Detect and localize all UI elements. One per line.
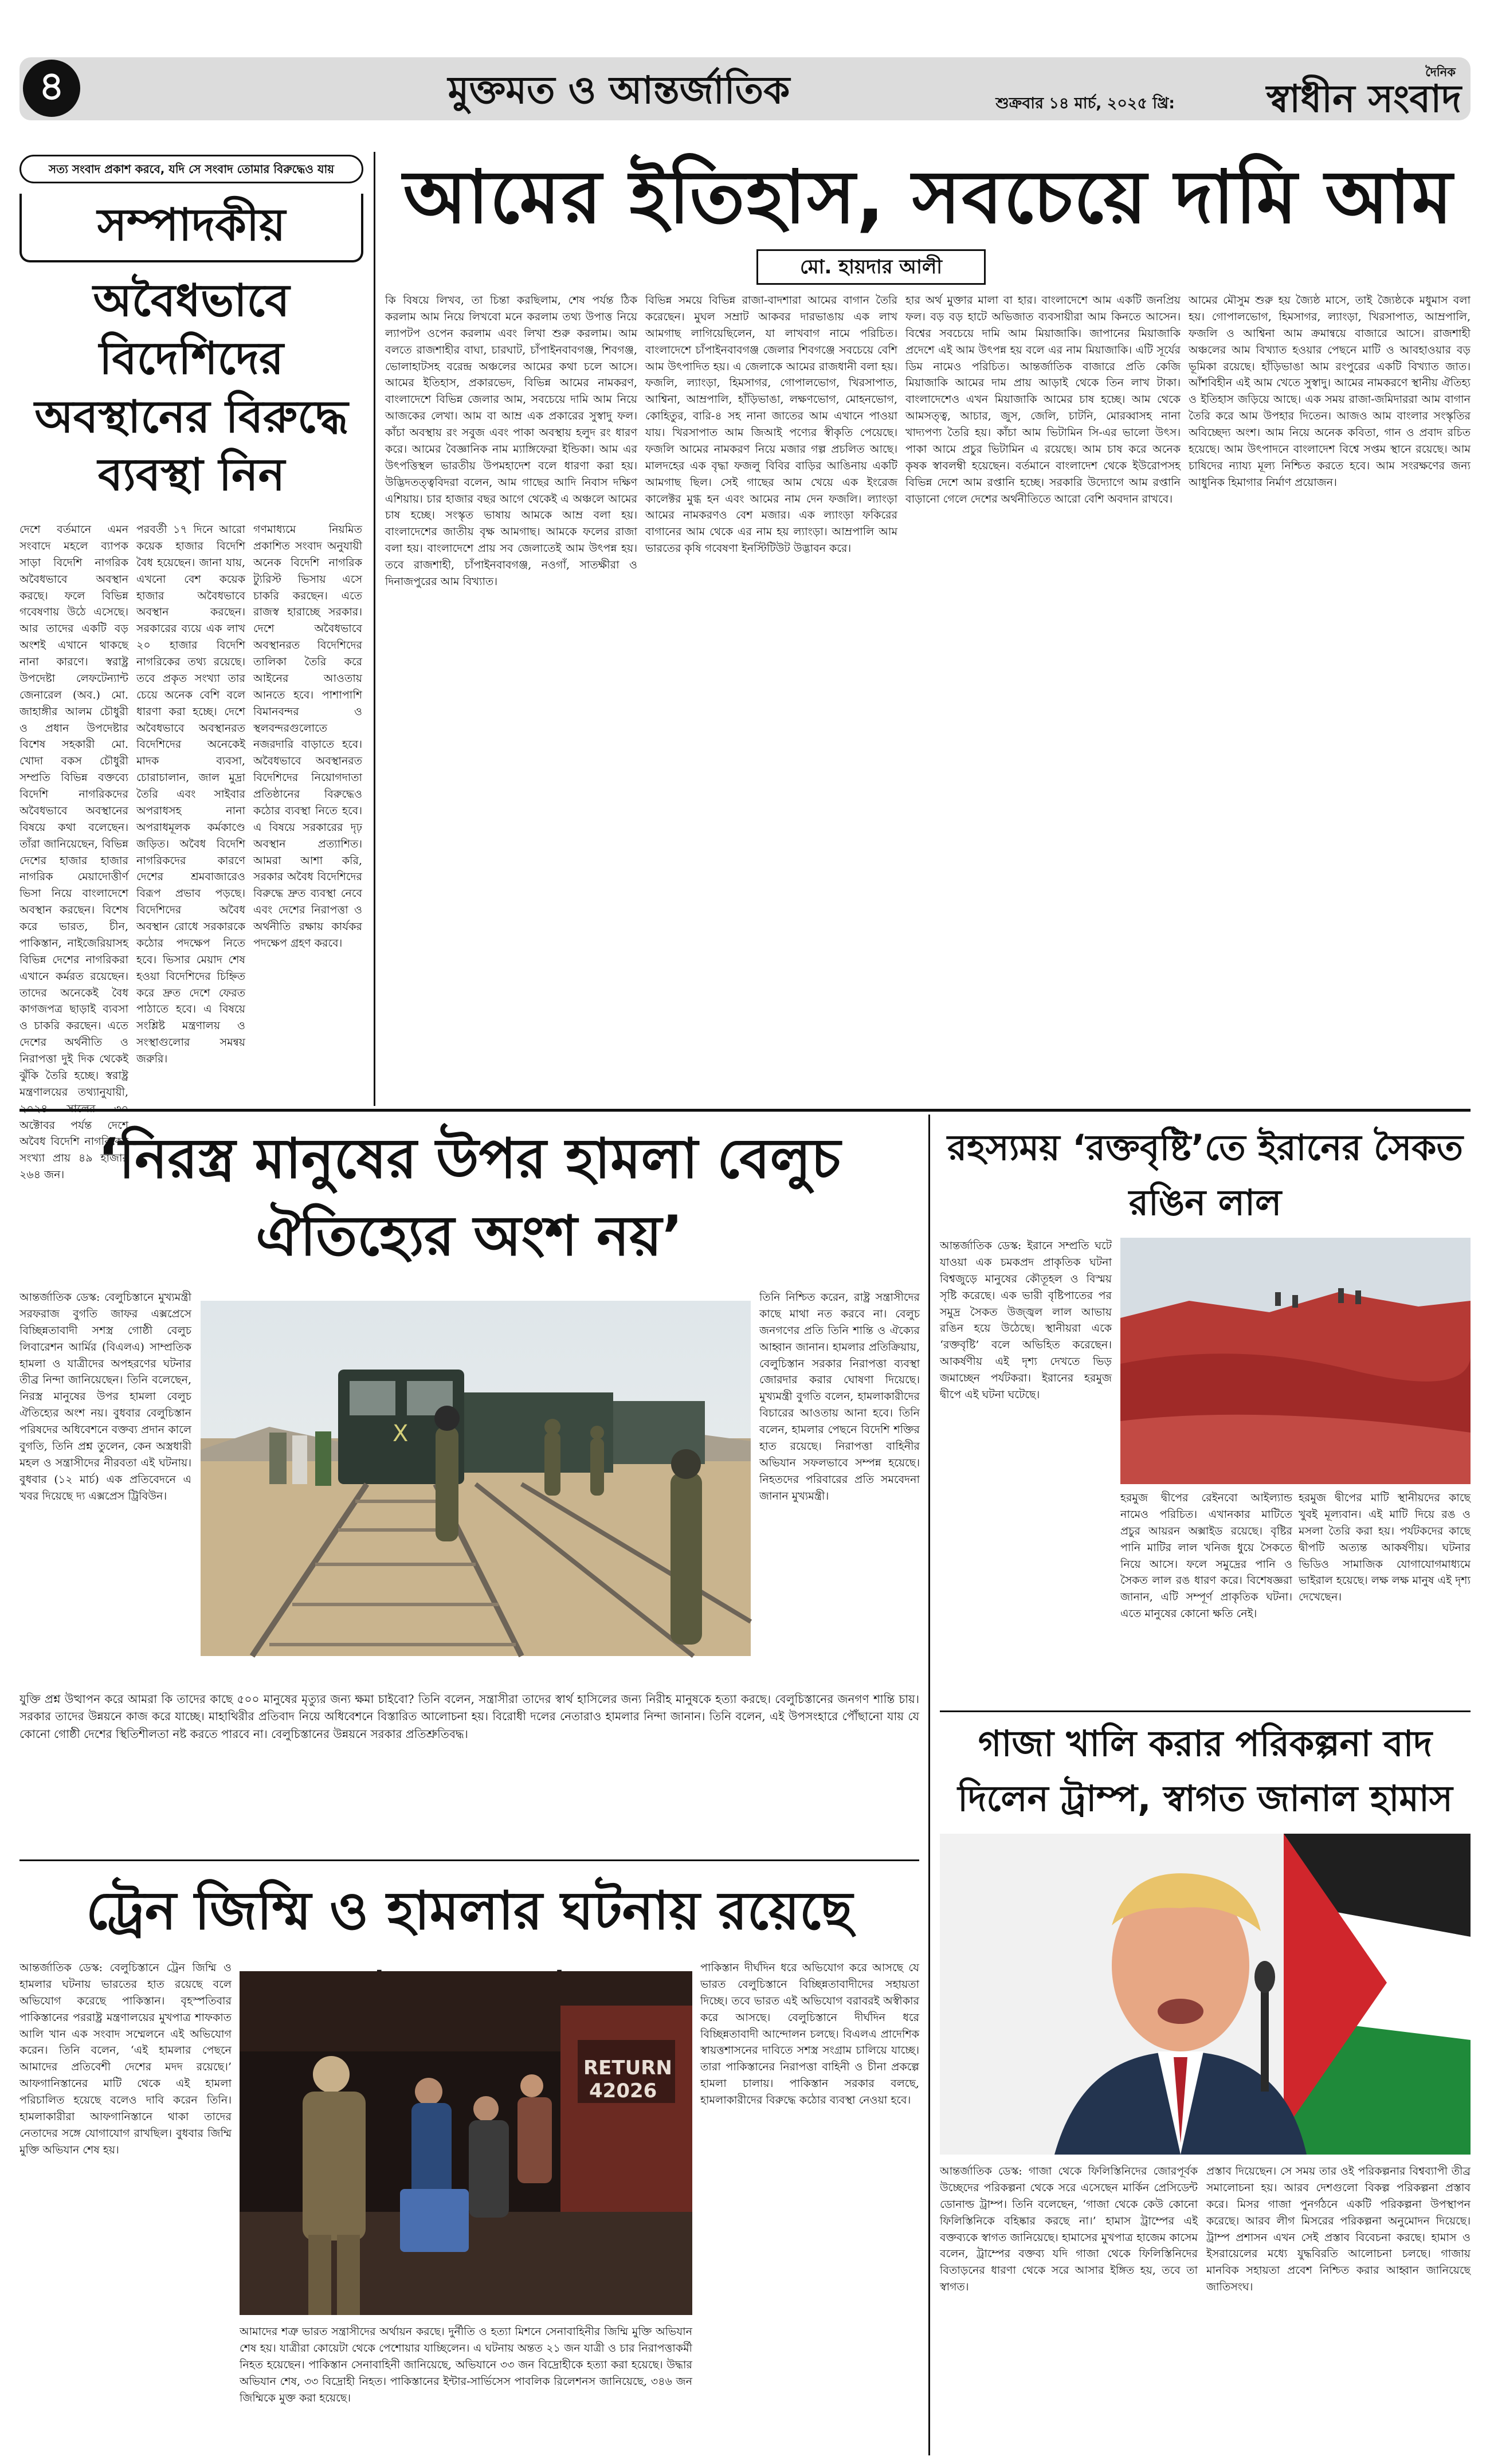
mango-column-2: বিভিন্ন সময়ে বিভিন্ন রাজা-বাদশারা আমের বাগান তৈরি করেছেন। মুঘল সম্রাট আকবর দারভাঙায় এক লাখ আমগাছ লাগিয়েছিলেন, যা লাখবাগ নামে পরিচিত। বাংলাদেশে চাঁপাইনবাবগঞ্জ জেলার শিবগঞ্জে সবচেয়ে বেশি আম উৎপাদিত হয়। এ জেলাকে আমের রাজধানী বলা হয়। ফজলি, ল্যাংড়া, হিমসাগর, গোপালভোগ, খিরসাপাত, আশ্বিনা, আম্রপালি, হাঁড়িভাঙা, লক্ষণভোগ, মোহনভোগ, কোহিতুর, বারি-৪ সহ নানা জাতের আম এখানে পাওয়া যায়। খিরসাপাত আম জিআই পণ্যের স্বীকৃতি পেয়েছে। ফজলি আমের নামকরণ নিয়ে মজার গল্প প্রচলিত আছে। মালদহের এক বৃদ্ধা ফজলু বিবির বাড়ির আঙিনায় একটি আমগাছ ছিল। সেই গাছের আম খেয়ে এক ইংরেজ কালেক্টর মুগ্ধ হন এবং আমের নাম দেন ফজলি। ল্যাংড়া আমের নামকরণও বেশ মজার। এক ল্যাংড়া ফকিরের বাগানের আম থেকে এর নাম হয় ল্যাংড়া। আম্রপালি আম ভারতের কৃষি গবেষণা ইনস্টিটিউট উদ্ভাবন করে। <box>645 294 897 555</box>
svg-text:X: X <box>393 1421 409 1447</box>
gaza-column-right: প্রস্তাব দিয়েছেন। সে সময় তার ওই পরিকল্পনার বিশ্বব্যাপী তীব্র সমালোচনা হয়। আরব দেশগুলো বিকল্প পরিকল্পনা প্রস্তাব করে। মিসর গাজা পুনর্গঠনে একটি পরিকল্পনা উপস্থাপন করেছে। আরব লীগ মিসরের পরিকল্পনা অনুমোদন দিয়েছে। ট্রাম্প প্রশাসন এখন সেই প্রস্তাব বিবেচনা করছে। হামাস ও ইসরায়েলের মধ্যে যুদ্ধবিরতি আলোচনা চলছে। গাজায় মানবিক সহায়তা প্রবেশ নিশ্চিত করার আহ্বান জানিয়েছে জাতিসংঘ। <box>1206 2165 1471 2294</box>
soldiers-railway-photo <box>201 1301 751 1656</box>
column-divider <box>374 152 375 1106</box>
editorial-label: সম্পাদকীয় <box>19 194 363 262</box>
iran-headline: রহস্যময় ‘রক্তবৃষ্টি’তে ইরানের সৈকত রঙিন লাল <box>947 1127 1464 1223</box>
section-title: মুক্তমত ও আন্তর্জাতিক <box>448 68 790 112</box>
brand-prefix: দৈনিক <box>1425 65 1456 79</box>
gaza-headline: গাজা খালি করার পরিকল্পনা বাদ দিলেন ট্রাম্প, স্বাগত জানাল হামাস <box>958 1723 1453 1819</box>
train-column-left: আন্তর্জাতিক ডেস্ক: বেলুচিস্তানে ট্রেন জিম্মি ও হামলার ঘটনায় ভারতের হাত রয়েছে বলে অভিযোগ করেছে পাকিস্তান। বৃহস্পতিবার পাকিস্তানের পররাষ্ট্র মন্ত্রণালয়ের মুখপাত্র শাফকাত আলি খান এক সংবাদ সম্মেলনে এই অভিযোগ করেন। তিনি বলেন, ‘এই হামলার পেছনে আমাদের প্রতিবেশী দেশের মদদ রয়েছে।’ আফগানিস্তানের মাটি থেকে এই হামলা পরিচালিত হয়েছে বলেও দাবি করেন তিনি। হামলাকারীরা আফগানিস্তানে থাকা তাদের নেতাদের সঙ্গে যোগাযোগ রাখছিল। বুধবার জিম্মি মুক্তি অভিযান শেষ হয়। <box>19 1961 232 2156</box>
svg-text:RETURN: RETURN <box>583 2057 672 2080</box>
baloch-column-bottom: যুক্তি প্রশ্ন উত্থাপন করে আমরা কি তাদের কাছে ৫০০ মানুষের মৃত্যুর জন্য ক্ষমা চাইবো? তিনি বলেন, সন্ত্রাসীরা তাদের স্বার্থ হাসিলের জন্য নিরীহ মানুষকে হত্যা করছে। বেলুচিস্তানের জনগণ শান্তি চায়। সরকার তাদের উন্নয়নে কাজ করে যাচ্ছে। মাহাথিরীর প্রতিবাদ নিয়ে অধিবেশনে বিস্তারিত আলোচনা হয়। বিরোধী দলের নেতারাও হামলার নিন্দা জানান। তিনি বলেন, এই উপসংহারে পৌঁছানো যায় যে কোনো গোষ্ঠী দেশের স্থিতিশীলতা নষ্ট করতে পারবে না। বেলুচিস্তানের উন্নয়নে সরকার প্রতিশ্রুতিবদ্ধ। <box>19 1692 919 1741</box>
mango-headline: আমের ইতিহাস, সবচেয়ে দামি আম <box>403 155 1454 240</box>
editorial-headline: অবৈধভাবে বিদেশিদের অবস্থানের বিরুদ্ধে ব্যবস্থা নিন <box>34 275 348 501</box>
column-divider <box>928 1115 930 2455</box>
baloch-column-right: তিনি নিশ্চিত করেন, রাষ্ট্র সন্ত্রাসীদের কাছে মাথা নত করবে না। বেলুচ জনগণের প্রতি তিনি শান্তি ও ঐক্যের আহ্বান জানান। হামলার প্রতিক্রিয়ায়, বেলুচিস্তান সরকার নিরাপত্তা ব্যবস্থা জোরদার করার ঘোষণা দিয়েছে। মুখ্যমন্ত্রী বুগতি বলেন, হামলাকারীদের বিচারের আওতায় আনা হবে। তিনি বলেন, হামলার পেছনে বিদেশি শক্তির হাত রয়েছে। নিরাপত্তা বাহিনীর অভিযান সফলভাবে সম্পন্ন হয়েছে। নিহতদের পরিবারের প্রতি সমবেদনা জানান মুখ্যমন্ত্রী। <box>759 1291 920 1502</box>
editorial-column-1: দেশে বর্তমানে এমন সংবাদে মহলে ব্যাপক সাড়া বিদেশি নাগরিক অবৈধভাবে অবস্থান করছে। ফলে বিভিন্ন গবেষণায় উঠে এসেছে। আর তাদের একটি বড় অংশই এখানে থাকছে নানা কারণে। স্বরাষ্ট্র উপদেষ্টা লেফটেন্যান্ট জেনারেল (অব.) মো. জাহাঙ্গীর আলম চৌধুরী ও প্রধান উপদেষ্টার বিশেষ সহকারী মো. খোদা বকস চৌধুরী সম্প্রতি বিভিন্ন বক্তব্যে বিদেশি নাগরিকদের অবৈধভাবে অবস্থানের বিষয়ে কথা বলেছেন। তাঁরা জানিয়েছেন, বিভিন্ন দেশের হাজার হাজার নাগরিক মেয়াদোত্তীর্ণ ভিসা নিয়ে বাংলাদেশে অবস্থান করছেন। বিশেষ করে ভারত, চীন, পাকিস্তান, নাইজেরিয়াসহ বিভিন্ন দেশের নাগরিকরা এখানে কর্মরত রয়েছেন। তাদের অনেকেই বৈধ কাগজপত্র ছাড়াই ব্যবসা ও চাকরি করছেন। এতে দেশের অর্থনীতি ও নিরাপত্তা দুই দিক থেকেই ঝুঁকি তৈরি হচ্ছে। স্বরাষ্ট্র মন্ত্রণালয়ের তথ্যানুযায়ী, অক্টোবর পর্যন্ত দেশে অবৈধ বিদেশি নাগরিকের সংখ্যা প্রায় ৪৯ হাজার ২৬৪ জন। <box>19 523 128 1182</box>
mango-column-4: আমের মৌসুম শুরু হয় জ্যৈষ্ঠ মাসে, তাই জ্যৈষ্ঠকে মধুমাস বলা হয়। গোপালভোগ, হিমসাগর, ল্যাংড়া, খিরসাপাত, আম্রপালি, ফজলি ও আশ্বিনা আম ক্রমান্বয়ে বাজারে আসে। রাজশাহী অঞ্চলের আম বিখ্যাত হওয়ার পেছনে মাটি ও আবহাওয়ার বড় ভূমিকা রয়েছে। হাঁড়িভাঙা আম রংপুরের একটি বিখ্যাত জাত। আঁশবিহীন এই আম খেতে সুস্বাদু। আমের নামকরণে স্থানীয় ঐতিহ্য ও ইতিহাস জড়িয়ে আছে। এক সময় রাজা-জমিদাররা আম বাগান তৈরি করে আম উপহার দিতেন। আজও আম বাংলার সংস্কৃতির অবিচ্ছেদ্য অংশ। আম নিয়ে অনেক কবিতা, গান ও প্রবাদ রচিত হয়েছে। আম উৎপাদনে বাংলাদেশ বিশ্বে সপ্তম স্থানে রয়েছে। আম চাষিদের ন্যায্য মূল্য নিশ্চিত করতে হবে। আম সংরক্ষণের জন্য আধুনিক হিমাগার নির্মাণ প্রয়োজন। <box>1189 294 1471 489</box>
train-headline: ট্রেন জিম্মি ও হামলার ঘটনায় রয়েছে <box>86 1880 853 1941</box>
section-rule <box>940 1710 1471 1712</box>
iran-column-text: আন্তর্জাতিক ডেস্ক: ইরানে সম্প্রতি ঘটে যাওয়া এক চমকপ্রদ প্রাকৃতিক ঘটনা বিশ্বজুড়ে মানুষের কৌতূহল ও বিস্ময় সৃষ্টি করেছে। এক ভারী বৃষ্টিপাতের পর সমুদ্র সৈকত উজ্জ্বল লাল আভায় রঙিন হয়ে উঠেছে। স্থানীয়রা একে ‘রক্তবৃষ্টি’ বলে অভিহিত করেছেন। আকর্ষণীয় এই দৃশ্য দেখতে ভিড় জমাচ্ছেন পর্যটকরা। ইরানের হরমুজ দ্বীপে এই ঘটনা ঘটেছে। <box>940 1239 1112 1401</box>
page-number: ৪ <box>23 60 80 117</box>
mango-byline: মো. হায়দার আলী <box>756 249 986 285</box>
baloch-column-left: আন্তর্জাতিক ডেস্ক: বেলুচিস্তানে মুখ্যমন্ত্রী সরফরাজ বুগতি জাফর এক্সপ্রেসে বিচ্ছিন্নতাবাদী সশস্ত্র গোষ্ঠী বেলুচ লিবারেশন আর্মির (বিএলএ) সাম্প্রতিক হামলা ও যাত্রীদের অপহরণের ঘটনার তীব্র নিন্দা জানিয়েছেন। তিনি বলেছেন, নিরস্ত্র মানুষের উপর হামলা বেলুচ ঐতিহ্যের অংশ নয়। বুধবার বেলুচিস্তান পরিষদের অধিবেশনে বক্তব্য প্রদান কালে বুগতি, তিনি প্রশ্ন তুলেন, কেন অস্ত্রধারী মহল ও সন্ত্রাসীদের নীরবতা এই ঘটনায়। বুধবার (১২ মার্চ) এক প্রতিবেদনে এ খবর দিয়েছে দ্য এক্সপ্রেস ট্রিবিউন। <box>19 1291 191 1502</box>
newspaper-logo: স্বাধীন সংবাদ <box>1266 76 1461 121</box>
editorial-column-2: পরবর্তী ১৭ দিনে আরো কয়েক হাজার বিদেশি বৈধ হয়েছেন। জানা যায়, এখনো বেশ কয়েক হাজার অবৈধভাবে অবস্থান করছেন। সরকারের ব্যয়ে এক লাখ ২০ হাজার বিদেশি নাগরিকের তথ্য রয়েছে। তবে প্রকৃত সংখ্যা তার চেয়ে অনেক বেশি বলে ধারণা করা হচ্ছে। দেশে অবৈধভাবে অবস্থানরত বিদেশিদের অনেকেই মাদক ব্যবসা, চোরাচালান, জাল মুদ্রা তৈরি এবং সাইবার অপরাধসহ নানা অপরাধমূলক কর্মকাণ্ডে জড়িত। অবৈধ বিদেশি নাগরিকদের কারণে দেশের শ্রমবাজারেও বিরূপ প্রভাব পড়ছে। বিদেশিদের অবৈধ অবস্থান রোধে সরকারকে কঠোর পদক্ষেপ নিতে হবে। ভিসার মেয়াদ শেষ হওয়া বিদেশিদের চিহ্নিত করে দ্রুত দেশে ফেরত পাঠাতে হবে। এ বিষয়ে সংশ্লিষ্ট মন্ত্রণালয় ও সংস্থাগুলোর সমন্বয় জরুরি। <box>136 523 245 1065</box>
editorial-column-3: গণমাধ্যমে নিয়মিত প্রকাশিত সংবাদ অনুযায়ী অনেক বিদেশি নাগরিক ট্যুরিস্ট ভিসায় এসে চাকরি করছেন। এতে রাজস্ব হারাচ্ছে সরকার। দেশে অবৈধভাবে অবস্থানরত বিদেশিদের তালিকা তৈরি করে আইনের আওতায় আনতে হবে। পাশাপাশি বিমানবন্দর ও স্থলবন্দরগুলোতে নজরদারি বাড়াতে হবে। অবৈধভাবে অবস্থানরত বিদেশিদের নিয়োগদাতা প্রতিষ্ঠানের বিরুদ্ধেও কঠোর ব্যবস্থা নিতে হবে। এ বিষয়ে সরকারের দৃঢ় অবস্থান প্রত্যাশিত। আমরা আশা করি, সরকার অবৈধ বিদেশিদের বিরুদ্ধে দ্রুত ব্যবস্থা নেবে এবং দেশের নিরাপত্তা ও অর্থনীতি রক্ষায় কার্যকর পদক্ষেপ গ্রহণ করবে। <box>253 523 362 949</box>
mango-column-1: কি বিষয়ে লিখব, তা চিন্তা করছিলাম, শেষ পর্যন্ত ঠিক করলাম আম নিয়ে লিখবো মনে করলাম তথ্য উপাত্ত নিয়ে ল্যাপটপ ওপেন করলাম এবং লিখা শুরু করলাম। আম বলতে রাজশাহীর বাঘা, চারঘাট, চাঁপাইনবাবগঞ্জ, শিবগঞ্জ, ভোলাহাটসহ বরেন্দ্র অঞ্চলের আমের কথা চলে আসে। আমের ইতিহাস, প্রকারভেদ, বিভিন্ন আমের নামকরণ, বাংলাদেশে বিভিন্ন জেলার আম, সবচেয়ে দামি আম নিয়ে আজকের লেখা। আম বা আম্র এক প্রকারের সুস্বাদু ফল। কাঁচা অবস্থায় রং সবুজ এবং পাকা অবস্থায় হলুদ রং ধারণ করে। আমের বৈজ্ঞানিক নাম ম্যাঙ্গিফেরা ইন্ডিকা। আম এর উৎপত্তিস্থল ভারতীয় উপমহাদেশ বলে ধারণা করা হয়। উদ্ভিদতত্ত্ববিদরা বলেন, আম গাছের আদি নিবাস দক্ষিণ এশিয়ায়। চার হাজার বছর আগে থেকেই এ অঞ্চলে আমের চাষ হচ্ছে। সংস্কৃত ভাষায় আমকে আম্র বলা হয়। বাংলাদেশের জাতীয় বৃক্ষ আমগাছ। আমকে ফলের রাজা বলা হয়। বাংলাদেশে প্রায় সব জেলাতেই আম উৎপন্ন হয়। তবে রাজশাহী, চাঁপাইনবাবগঞ্জ, নওগাঁ, সাতক্ষীরা ও দিনাজপুরের আম বিখ্যাত। <box>385 294 637 588</box>
dateline: শুক্রবার ১৪ মার্চ, ২০২৫ খ্রি: <box>995 95 1175 112</box>
motto: সত্য সংবাদ প্রকাশ করবে, যদি সে সংবাদ তোমার বিরুদ্ধেও যায় <box>19 155 363 183</box>
gaza-column-left: আন্তর্জাতিক ডেস্ক: গাজা থেকে ফিলিস্তিনিদের জোরপূর্বক উচ্ছেদের পরিকল্পনা থেকে সরে এসেছেন মার্কিন প্রেসিডেন্ট ডোনাল্ড ট্রাম্প। তিনি বলেছেন, ‘গাজা থেকে কেউ কোনো ফিলিস্তিনিকে বহিষ্কার করছে না।’ হামাস ট্রাম্পের এই বক্তব্যকে স্বাগত জানিয়েছে। হামাসের মুখপাত্র হাজেম কাসেম বলেন, ট্রাম্পের বক্তব্য যদি গাজা থেকে ফিলিস্তিনিদের বিতাড়নের ধারণা থেকে সরে আসার ইঙ্গিত হয়, তবে তা স্বাগত। <box>940 2165 1198 2294</box>
section-rule <box>19 1109 1471 1112</box>
iran-column-bottom-right: হরমুজ দ্বীপের মাটি স্থানীয়দের কাছে খুবই মূল্যবান। এই মাটি দিয়ে রঙ ও মসলা তৈরি করা হয়। পর্যটকদের কাছে দ্বীপটি অত্যন্ত আকর্ষণীয়। ঘটনার ভিডিও সামাজিক যোগাযোগমাধ্যমে ভাইরাল হয়েছে। লক্ষ লক্ষ মানুষ এই দৃশ্য দেখেছেন। <box>1299 1492 1471 1604</box>
trump-photo <box>940 1834 1471 2155</box>
iran-column-bottom-left: হরমুজ দ্বীপের রেইনবো আইল্যান্ড নামেও পরিচিত। এখানকার মাটিতে প্রচুর আয়রন অক্সাইড রয়েছে। বৃষ্টির পানি মাটির লাল খনিজ ধুয়ে সৈকতে নিয়ে আসে। ফলে সমুদ্রের পানি ও সৈকত লাল রঙ ধারণ করে। বিশেষজ্ঞরা জানান, এটি সম্পূর্ণ প্রাকৃতিক ঘটনা। এতে মানুষের কোনো ক্ষতি নেই। <box>1120 1492 1292 1621</box>
svg-text:42026: 42026 <box>589 2080 657 2102</box>
rescue-train-photo <box>240 1971 692 2315</box>
train-column-bottom-mid: আমাদের শত্রু ভারত সন্ত্রাসীদের অর্থায়ন করছে। দুর্নীতি ও হত্যা মিশনে সেনাবাহিনীর জিম্মি মুক্তি অভিযান শেষ হয়। যাত্রীরা কোয়েটা থেকে পেশোয়ার যাচ্ছিলেন। এ ঘটনায় অন্তত ২১ জন যাত্রী ও চার নিরাপত্তাকর্মী নিহত হয়েছেন। পাকিস্তান সেনাবাহিনী জানিয়েছে, অভিযানে ৩৩ জন বিদ্রোহীকে হত্যা করা হয়েছে। উদ্ধার অভিযান শেষ, ৩৩ বিদ্রোহী নিহত। পাকিস্তানের ইন্টার-সার্ভিসেস পাবলিক রিলেশনস জানিয়েছে, ৩৪৬ জন জিম্মিকে মুক্ত করা হয়েছে। <box>240 2325 692 2404</box>
red-beach-photo <box>1120 1238 1471 1484</box>
mango-column-3: হার অর্থ মুক্তার মালা বা হার। বাংলাদেশে আম একটি জনপ্রিয় ফল। বড় বড় হাটে অভিজাত ব্যবসায়ীরা আম কিনতে আসেন। বিশ্বের সবচেয়ে দামি আম মিয়াজাকি। জাপানের মিয়াজাকি প্রদেশে এই আম উৎপন্ন হয় বলে এর নাম মিয়াজাকি। এটি সূর্যের ডিম নামেও পরিচিত। আন্তর্জাতিক বাজারে প্রতি কেজি মিয়াজাকি আমের দাম প্রায় আড়াই থেকে তিন লাখ টাকা। বাংলাদেশেও এখন মিয়াজাকি আমের চাষ হচ্ছে। আম থেকে আমসত্ত্ব, আচার, জুস, জেলি, চাটনি, মোরব্বাসহ নানা খাদ্যপণ্য তৈরি হয়। কাঁচা আম ভিটামিন সি-এর ভালো উৎস। পাকা আমে প্রচুর ভিটামিন এ রয়েছে। আম চাষ করে অনেক কৃষক স্বাবলম্বী হয়েছেন। বর্তমানে বাংলাদেশ থেকে ইউরোপসহ বিভিন্ন দেশে আম রপ্তানি হচ্ছে। সরকারি উদ্যোগে আম রপ্তানি বাড়ানো গেলে দেশের অর্থনীতিতে আরো বেশি অবদান রাখবে। <box>905 294 1181 505</box>
train-column-right: পাকিস্তান দীর্ঘদিন ধরে অভিযোগ করে আসছে যে ভারত বেলুচিস্তানে বিচ্ছিন্নতাবাদীদের সহায়তা দিচ্ছে। তবে ভারত এই অভিযোগ বরাবরই অস্বীকার করে আসছে। বেলুচিস্তানে দীর্ঘদিন ধরে বিচ্ছিন্নতাবাদী আন্দোলন চলছে। বিএলএ প্রাদেশিক স্বায়ত্তশাসনের দাবিতে সশস্ত্র সংগ্রাম চালিয়ে যাচ্ছে। তারা পাকিস্তানের নিরাপত্তা বাহিনী ও চীনা প্রকল্পে হামলা চালায়। পাকিস্তান সরকার বলছে, হামলাকারীদের বিরুদ্ধে কঠোর ব্যবস্থা নেওয়া হবে। <box>700 1961 919 2106</box>
section-rule <box>19 1859 919 1861</box>
baloch-headline: ‘নিরস্ত্র মানুষের উপর হামলা বেলুচ ঐতিহ্যের অংশ নয়’ <box>98 1127 841 1268</box>
